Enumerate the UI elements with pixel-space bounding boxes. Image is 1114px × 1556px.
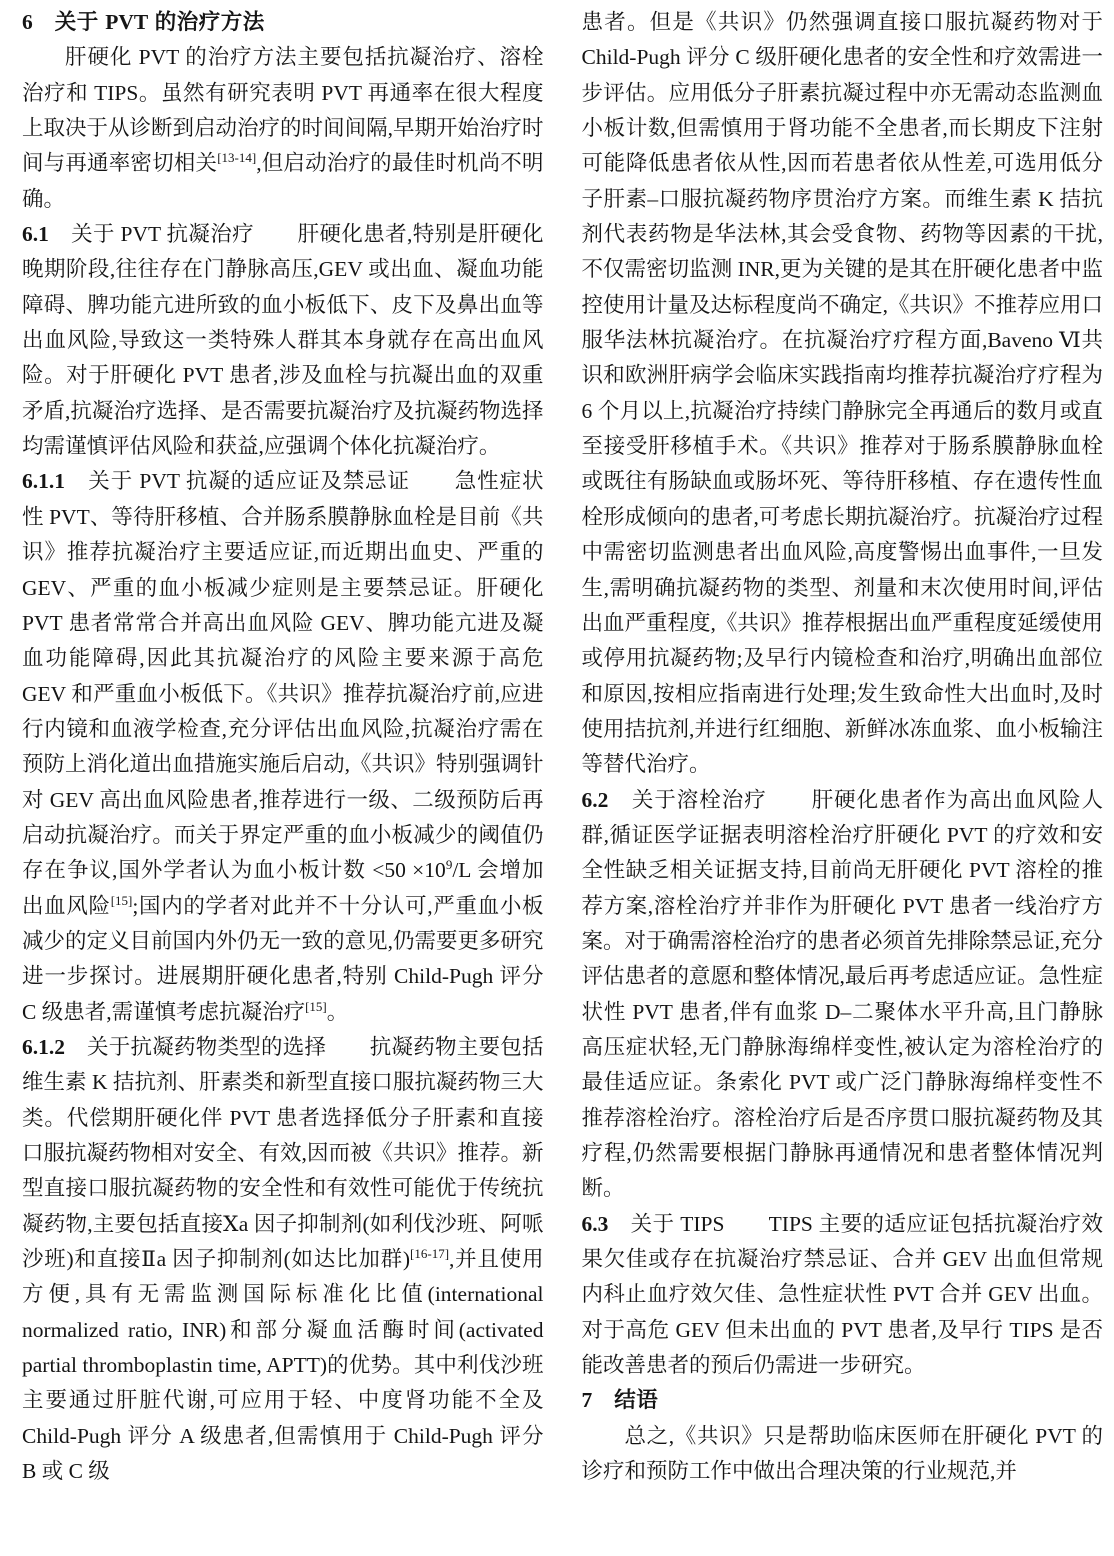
- text-run: ,但启动治疗的最佳时机尚不明确。: [22, 151, 544, 211]
- para-section-6-intro: [22, 40, 544, 217]
- superscript-reference: [15]: [110, 892, 133, 908]
- text-run: 总之,《共识》只是帮助临床医师在肝硬化 PVT 的诊疗和预防工作中做出合理决策的行业规范,并: [581, 1423, 1103, 1484]
- text-run: 患者。但是《共识》仍然强调直接口服抗凝药物对于 Child-Pugh 评分 C 级肝硬化患者的安全性和疗效需进一步评估。应用低分子肝素抗凝过程中亦无需动态监测血小板计数,但需慎用于肾功能不全患者,而长期皮下注射可能降低患者依从性,因而若患者依从性差,可选用低分子肝素–口服抗凝药物序贯治疗方案。而维生素 K 拮抗剂代表药物是华法林,其会受食物、药物等因素的干扰,不仅需密切监测 INR,更为关键的是其在肝硬化患者中监控使用计量及达标程度尚不确定,《共识》不推荐应用口服华法林抗凝治疗。在抗凝治疗疗程方面,Baveno Ⅵ共识和欧洲肝病学会临床实践指南均推荐抗凝治疗疗程为 6 个月以上,抗凝治疗持续门静脉完全再通后的数月或直至接受肝移植手术。《共识》推荐对于肠系膜静脉血栓或既往有肠缺血或肠坏死、等待肝移植、存在遗传性血栓形成倾向的患者,可考虑长期抗凝治疗。抗凝治疗过程中需密切监测患者出血风险,高度警惕出血事件,一旦发生,需明确抗凝药物的类型、剂量和末次使用时间,评估出血严重程度,《共识》推荐根据出血严重程度延缓使用或停用抗凝药物;及早行内镜检查和治疗,明确出血部位和原因,按相应指南进行处理;发生致命性大出血时,及时使用拮抗剂,并进行红细胞、新鲜冰冻血浆、血小板输注等替代治疗。: [581, 10, 1103, 777]
- heading-section-6: [22, 5, 544, 40]
- section-number: PVT: [105, 10, 149, 34]
- text-run: ;国内的学者对此并不十分认可,严重血小板减少的定义目前国内外仍无一致的意见,仍需要更多研究进一步探讨。进展期肝硬化患者,特别 Child-Pugh 评分 C 级患者,需谨慎考虑抗凝治疗: [22, 893, 544, 1024]
- superscript-reference: [13-14]: [217, 150, 257, 166]
- superscript-reference: 9: [445, 857, 453, 873]
- text-run: /L 会增加出血风险: [22, 858, 544, 918]
- section-number: 6.1.1: [22, 469, 65, 494]
- text-run: 关于: [32, 10, 106, 34]
- para-section-6-1: [22, 217, 544, 464]
- text-run: 关于 TIPS TIPS 主要的适应证包括抗凝治疗效果欠佳或存在抗凝治疗禁忌证、合并 GEV 出血但常规内科止血疗效欠佳、急性症状性 PVT 合并 GEV 出血。对于高危 GEV 但未出血的 PVT 患者,及早行 TIPS 是否能改善患者的预后仍需进一步研究。: [581, 1211, 1103, 1378]
- text-run: 关于抗凝药物类型的选择 抗凝药物主要包括维生素 K 拮抗剂、肝素类和新型直接口服抗凝药物三大类。代偿期肝硬化伴 PVT 患者选择低分子肝素和直接口服抗凝药物相对安全、有效,因而被《共识》推荐。新型直接口服抗凝药物的安全性和有效性可能优于传统抗凝药物,主要包括直接Ⅹa 因子抑制剂(如利伐沙班、阿哌沙班)和直接Ⅱa 因子抑制剂(如达比加群): [22, 1034, 544, 1272]
- text-run: ,并且使用方便,具有无需监测国际标准化比值(international normalized ratio, INR)和部分凝血活酶时间(activated partial thromboplastin time, APTT)的优势。其中利伐沙班主要通过肝脏代谢,可应用于轻、中度肾功能不全及 Child-Pugh 评分 A 级患者,但需慎用于 Child-Pugh 评分 B 或 C 级: [22, 1247, 544, 1484]
- text-column-right: [582, 5, 1104, 1556]
- section-number: 6.2: [581, 787, 609, 812]
- text-run: 肝硬化 PVT 的治疗方法主要包括抗凝治疗、溶栓治疗和 TIPS。虽然有研究表明 PVT 再通率在很大程度上取决于从诊断到启动治疗的时间间隔,早期开始治疗时间与再通率密切相关: [22, 45, 544, 176]
- text-column-left: [22, 5, 544, 1556]
- text-run: 结语: [592, 1388, 659, 1413]
- text-run: 。: [326, 999, 349, 1024]
- section-number: 6.3: [581, 1211, 609, 1236]
- section-number: 6.1.2: [22, 1034, 65, 1059]
- text-run: 关于溶栓治疗 肝硬化患者作为高出血风险人群,循证医学证据表明溶栓治疗肝硬化 PVT 的疗效和安全性缺乏相关证据支持,目前尚无肝硬化 PVT 溶栓的推荐方案,溶栓治疗并非作为肝硬化 PVT 患者一线治疗方案。对于确需溶栓治疗的患者必须首先排除禁忌证,充分评估患者的意愿和整体情况,最后再考虑适应证。急性症状性 PVT 患者,伴有血浆 D–二聚体水平升高,且门静脉高压症状轻,无门静脉海绵样变性,被认定为溶栓治疗的最佳适应证。条索化 PVT 或广泛门静脉海绵样变性不推荐溶栓治疗。溶栓治疗后是否序贯口服抗凝药物及其疗程,仍然需要根据门静脉再通情况和患者整体情况判断。: [581, 787, 1103, 1201]
- para-section-6-2: [582, 783, 1104, 1207]
- section-number: 7: [581, 1388, 593, 1413]
- text-run: 的治疗方法: [148, 10, 265, 34]
- section-number: 6: [22, 10, 33, 34]
- section-number: 6.1: [22, 222, 49, 247]
- para-section-6-1-1: [22, 464, 544, 1030]
- text-run: 关于 PVT 抗凝治疗 肝硬化患者,特别是肝硬化晚期阶段,往往存在门静脉高压,GEV 或出血、凝血功能障碍、脾功能亢进所致的血小板低下、皮下及鼻出血等出血风险,导致这一类特殊人群其本身就存在高出血风险。对于肝硬化 PVT 患者,涉及血栓与抗凝出血的双重矛盾,抗凝治疗选择、是否需要抗凝治疗及抗凝药物选择均需谨慎评估风险和获益,应强调个体化抗凝治疗。: [22, 222, 544, 459]
- text-run: 关于 PVT 抗凝的适应证及禁忌证 急性症状性 PVT、等待肝移植、合并肠系膜静脉血栓是目前《共识》推荐抗凝治疗主要适应证,而近期出血史、严重的 GEV、严重的血小板减少症则是主要禁忌证。肝硬化 PVT 患者常常合并高出血风险 GEV、脾功能亢进及凝血功能障碍,因此其抗凝治疗的风险主要来源于高危 GEV 和严重血小板低下。《共识》推荐抗凝治疗前,应进行内镜和血液学检查,充分评估出血风险,抗凝治疗需在预防上消化道出血措施实施后启动,《共识》特别强调针对 GEV 高出血风险患者,推荐进行一级、二级预防后再启动抗凝治疗。而关于界定严重的血小板减少的阈值仍存在争议,国外学者认为血小板计数 <50 ×10: [22, 469, 544, 883]
- para-section-6-1-2-continued: [582, 5, 1104, 783]
- para-section-6-3: [582, 1207, 1104, 1384]
- superscript-reference: [15]: [305, 998, 327, 1014]
- heading-section-7: [582, 1383, 1104, 1418]
- superscript-reference: [16-17]: [410, 1245, 450, 1261]
- para-section-6-1-2: [22, 1030, 544, 1489]
- para-section-7-conclusion: [582, 1419, 1104, 1490]
